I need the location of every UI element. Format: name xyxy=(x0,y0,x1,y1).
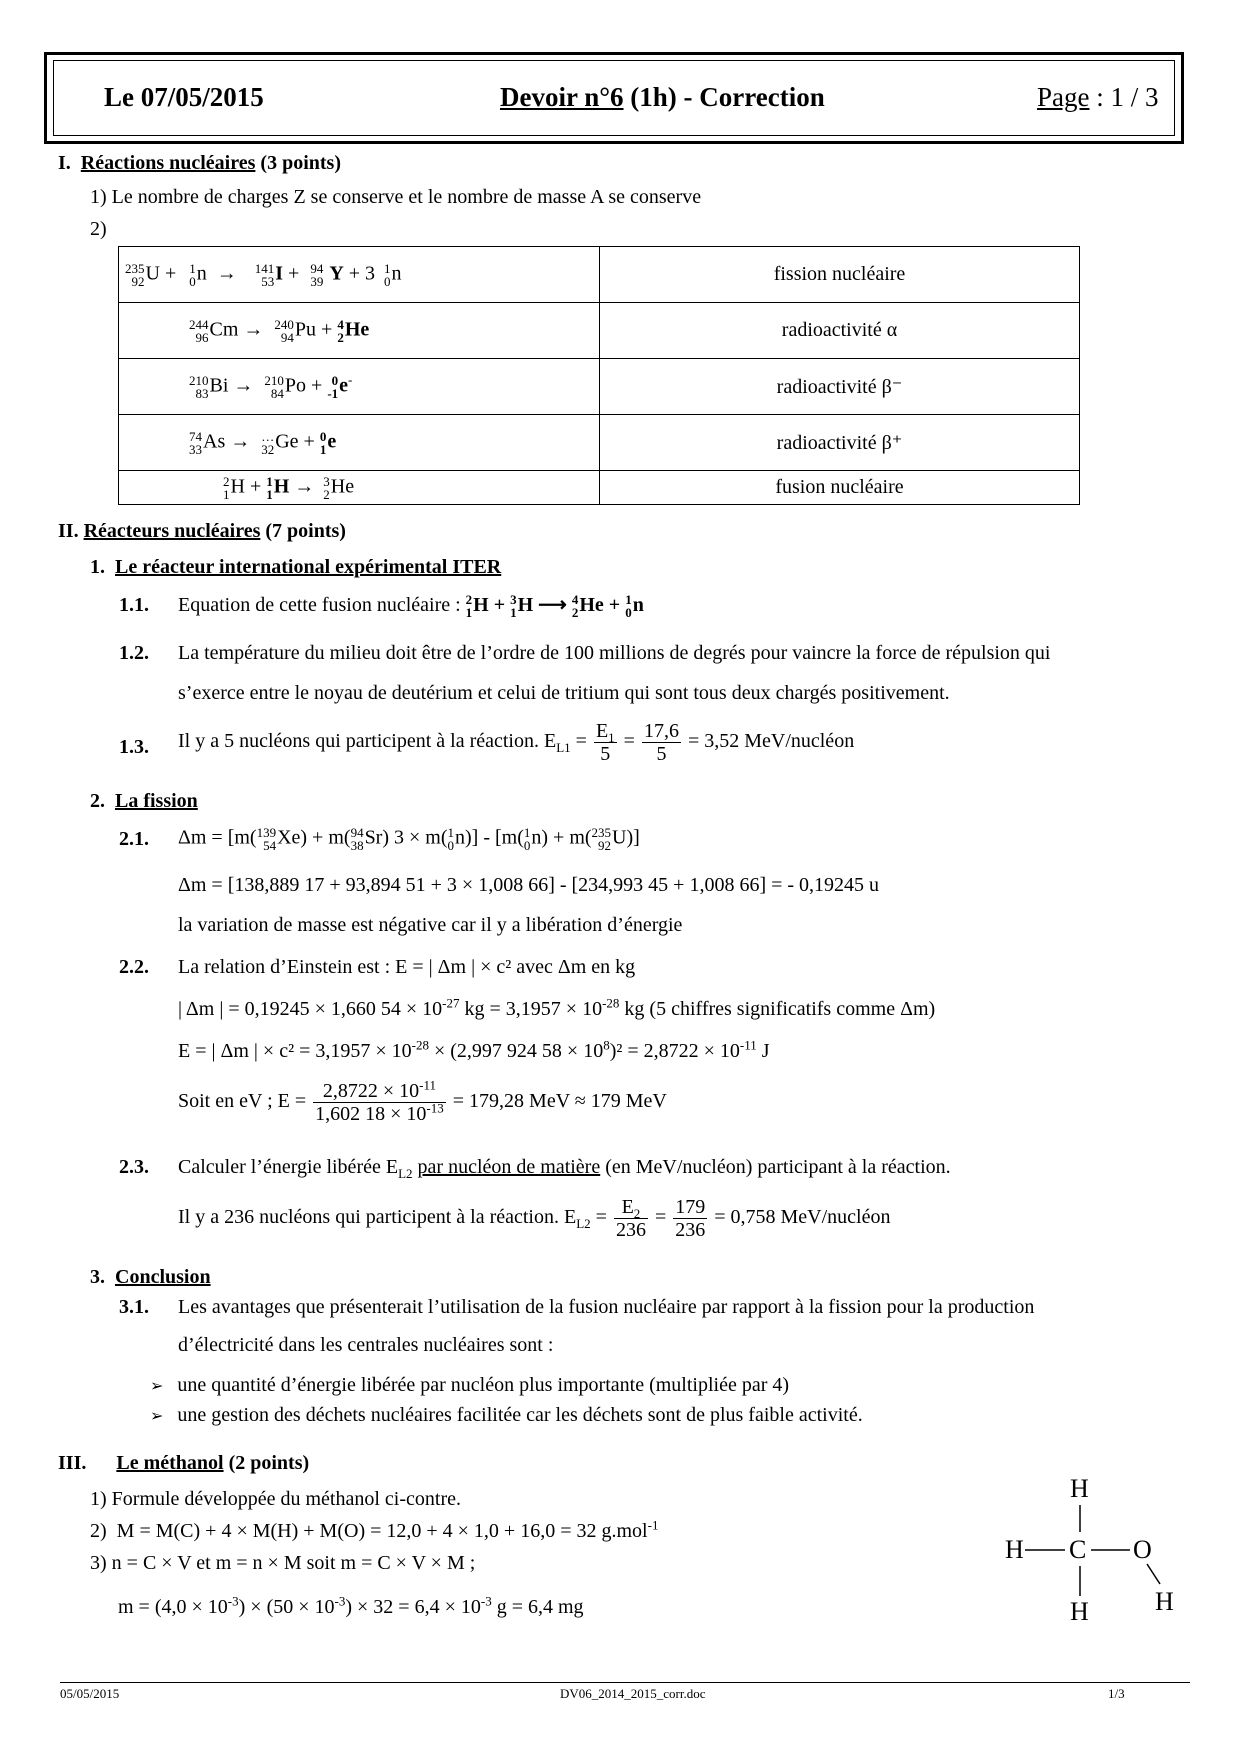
q21-line-2: Δm = [138,889 17 + 93,894 51 + 3 × 1,008 66] - [234,993 45 + 1,008 66] = - 0,19245 u xyxy=(178,874,880,896)
table-row xyxy=(119,471,1080,505)
atom-c: C xyxy=(1069,1535,1087,1564)
equation-beta-plus: 74 33 As → … 32 Ge + 0 1 e xyxy=(119,415,600,471)
footer-page: 1/3 xyxy=(1108,1686,1125,1701)
table-row xyxy=(119,415,1080,471)
q22-number: 2.2. xyxy=(119,956,149,978)
reaction-type: fission nucléaire xyxy=(600,247,1080,303)
subsection-3-heading: 3. Conclusion xyxy=(90,1266,211,1288)
table-row xyxy=(119,359,1080,415)
reaction-type: fusion nucléaire xyxy=(600,471,1080,505)
q13-text: Il y a 5 nucléons qui participent à la réaction. $E_{L1}$ = $\frac{E_1}{5}$ = $\frac{17,6}{5}$ = 3,52 MeV/nucléon xyxy=(178,720,855,765)
q22-line-1: La relation d’Einstein est : E = | Δm | × c² avec Δm en kg xyxy=(178,956,636,978)
q21-line-3: la variation de masse est négative car il y a libération d’énergie xyxy=(178,914,683,936)
header-page: Page : 1 / 3 xyxy=(1037,82,1159,112)
atom-o: O xyxy=(1133,1535,1152,1564)
arrow-bullet-icon: ➢ xyxy=(150,1408,164,1425)
subsection-1-heading: 1. Le réacteur international expérimental ITER xyxy=(90,556,502,578)
reaction-type: radioactivité β⁻ xyxy=(600,359,1080,415)
q11-number: 1.1. xyxy=(119,594,149,616)
bullet-item-1: ➢ une quantité d’énergie libérée par nucléon plus importante (multipliée par 4) xyxy=(150,1374,790,1396)
footer-date: 05/05/2015 xyxy=(60,1686,120,1701)
q23-line-1: Calculer l’énergie libérée $E_{L2}$ par nucléon de matière (en MeV/nucléon) participant à la réaction. xyxy=(178,1156,951,1181)
header-date: Le 07/05/2015 xyxy=(104,82,264,112)
q12-line-2: s’exerce entre le noyau de deutérium et celui de tritium qui sont tous deux chargés positivement. xyxy=(178,682,950,704)
q12-number: 1.2. xyxy=(119,642,149,664)
reactions-table xyxy=(118,246,1080,505)
q12-line-1: La température du milieu doit être de l’ordre de 100 millions de degrés pour vaincre la force de répulsion qui xyxy=(178,642,1051,664)
bullet-item-2: ➢ une gestion des déchets nucléaires facilitée car les déchets sont de plus faible activité. xyxy=(150,1404,863,1426)
atom-h-bottom: H xyxy=(1070,1597,1089,1626)
q11-text: Equation de cette fusion nucléaire : 2 1 H + 3 1 H ⟶ 4 2 He + 1 0 n xyxy=(178,592,644,621)
table-row xyxy=(119,303,1080,359)
section-3-q3: 3) n = C × V et m = n × M soit m = C × V × M ; xyxy=(90,1552,476,1574)
q23-line-2: Il y a 236 nucléons qui participent à la réaction. $E_{L2}$ = $\frac{E_2}{236}$ = $\frac{179}{236}$ = 0,758 MeV/nucléon xyxy=(178,1196,891,1241)
section-2-heading: II. Réacteurs nucléaires (7 points) xyxy=(58,520,346,542)
atom-h-hydroxyl: H xyxy=(1155,1587,1174,1616)
q13-number: 1.3. xyxy=(119,736,149,758)
header-title: Devoir n°6 (1h) - Correction xyxy=(500,82,825,112)
equation-fission: 235 92 U + 1 0 n → 141 53 I + 94 39 Y + 3 1 0 n xyxy=(119,247,600,303)
q21-number: 2.1. xyxy=(119,828,149,850)
subsection-2-heading: 2. La fission xyxy=(90,790,198,812)
table-row xyxy=(119,247,1080,303)
methanol-structure-diagram xyxy=(1000,1470,1200,1640)
equation-beta-minus: 210 83 Bi → 210 84 Po + 0 -1 e- xyxy=(119,359,600,415)
q31-line-1: Les avantages que présenterait l’utilisation de la fusion nucléaire par rapport à la fission pour la production xyxy=(178,1296,1035,1318)
atom-h-left: H xyxy=(1005,1535,1024,1564)
section-3-q1: 1) Formule développée du méthanol ci-contre. xyxy=(90,1488,461,1510)
q21-line-1: Δm = [m( 139 54 Xe) + m( 94 38 Sr) 3 × m( 1 0 n)] - [m( 1 0 n) + m( 235 92 U)] xyxy=(178,825,640,853)
q22-line-4: Soit en eV ; E = $\frac{2,8722 \times 10^{-11}}{1,602 18 \times 10^{-13}}$ = 179,28 MeV ≈ 179 MeV xyxy=(178,1077,667,1125)
q22-line-2: | Δm | = 0,19245 × 1,660 $54 \times 10^{-27}$ kg = $3,1957 \times 10^{-28}$ kg (5 chiffres significatifs comme Δm) xyxy=(178,995,936,1020)
q31-line-2: d’électricité dans les centrales nucléaires sont : xyxy=(178,1334,554,1356)
q23-number: 2.3. xyxy=(119,1156,149,1178)
q31-number: 3.1. xyxy=(119,1296,149,1318)
atom-h-top: H xyxy=(1070,1474,1089,1503)
reaction-type: radioactivité α xyxy=(600,303,1080,359)
section-3-q3-calc: $m = (4,0 \times 10^{-3}) \times (50 \times 10^{-3}) \times 32 = 6,4 \times 10^{-3}$ g = 6,4 mg xyxy=(118,1593,584,1618)
equation-fusion: 2 1 H + 1 1 H → 3 2 He xyxy=(119,471,600,505)
section-3-q2: 2) M = M(C) + 4 × M(H) + M(O) = 12,0 + 4 × 1,0 + 16,0 = 32 g.mol$^{-1}$ xyxy=(90,1517,659,1542)
q22-line-3: E = | Δm | × $c^2 = 3,1957 \times 10^{-28} \times (2,997$ 924 $58 \times 10^8)^2 = 2,8722 \times 10^{-11}$ J xyxy=(178,1037,770,1062)
section-1-q1: 1) Le nombre de charges Z se conserve et le nombre de masse A se conserve xyxy=(90,186,702,208)
section-1-heading: I. Réactions nucléaires (3 points) xyxy=(58,152,341,174)
footer-filename: DV06_2014_2015_corr.doc xyxy=(560,1686,706,1701)
arrow-bullet-icon: ➢ xyxy=(150,1378,164,1395)
section-1-q2: 2) xyxy=(90,218,107,240)
footer-divider xyxy=(60,1682,1190,1683)
equation-alpha: 244 96 Cm → 240 94 Pu + 4 2 He xyxy=(119,303,600,359)
section-3-heading: III. Le méthanol (2 points) xyxy=(58,1452,310,1474)
reaction-type: radioactivité β⁺ xyxy=(600,415,1080,471)
